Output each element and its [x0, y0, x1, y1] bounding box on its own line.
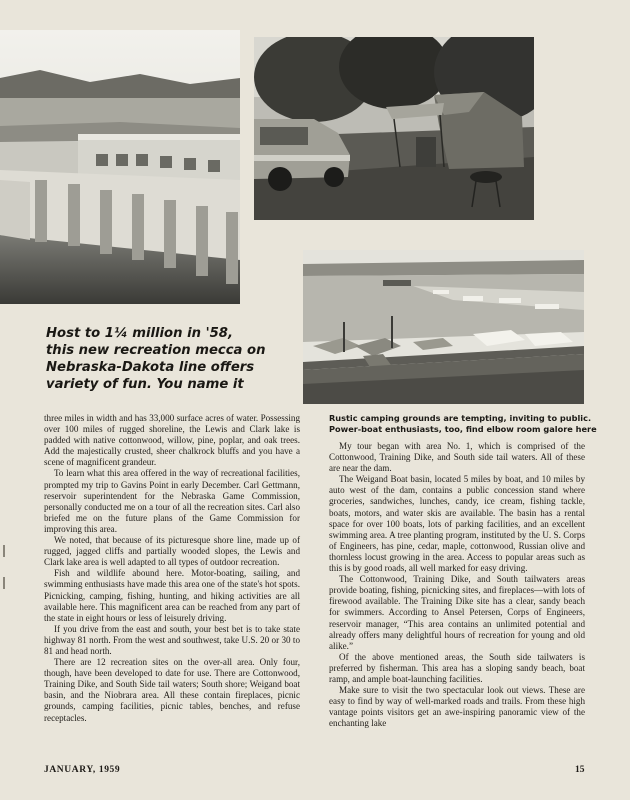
left-text-column — [44, 413, 300, 724]
paragraph: There are 12 recreation sites on the over-all area. Only four, though, have been developed to date for use. There are Cottonwood, Training Dike, and South Side tail waters; South shore; Weigand boat basin, and the Niobrara area. All these contain fireplaces, picnic grounds, camping facilities, picnic tables, benches, and refuse receptacles. — [44, 657, 300, 723]
paragraph: Fish and wildlife abound here. Motor-boating, sailing, and swimming enthusiasts have made this area one of the state's hot spots. Picnicking, camping, fishing, hunting, and hiking activities are all available here. This magnificent area can be reached from any part of the state in eight hours or less of leisurely driving. — [44, 568, 300, 623]
headline-line: variety of fun. You name it — [46, 377, 244, 392]
headline-line: Nebraska-Dakota line offers — [46, 360, 255, 375]
binding-mark — [3, 545, 5, 557]
page-number: 15 — [575, 765, 585, 775]
caption-line: Rustic camping grounds are tempting, inviting to public. — [329, 413, 592, 423]
boat-basin-photo — [303, 250, 584, 404]
dam-spillway-photo — [0, 30, 240, 304]
headline-line: this new recreation mecca on — [46, 343, 266, 358]
headline-line: Host to 1¼ million in '58, — [46, 326, 233, 341]
paragraph: three miles in width and has 33,000 surface acres of water. Possessing over 100 miles of rugged shoreline, the Lewis and Clark lake is padded with native cottonwood, willow, pine, poplar, and oak trees. Add the majestically crusted, sheer chalkrock bluffs and you have a scene of magnificent grandeur. — [44, 413, 300, 468]
right-text-column — [329, 441, 585, 729]
article-headline — [46, 325, 268, 393]
campsite-photo — [254, 37, 534, 220]
paragraph: The Cottonwood, Training Dike, and South tailwaters areas provide boating, fishing, picnicking sites, and fireplaces—with lots of firewood available. The Training Dike site has a clear, sandy beach for swimmers. According to Ansel Petersen, Corps of Engineers, reservoir manager, “This area contains an unlimited potential and already offers many delightful hours of recreation for young and old alike.” — [329, 574, 585, 651]
paragraph: We noted, that because of its picturesque shore line, made up of rugged, jagged cliffs and partially wooded slopes, the Lewis and Clark lake area is well adapted to all types of outdoor recreation. — [44, 535, 300, 568]
issue-date: JANUARY, 1959 — [44, 765, 121, 775]
paragraph: To learn what this area offered in the way of recreational facilities, prompted my trip to Gavins Point in early December. Carl Gettmann, reservoir superintendent for the Nebraska Game Commission, personally conducted me on a tour of all the recreation sites. Carl also briefed me on the future plans of the Game Commission for improving this area. — [44, 468, 300, 534]
photo-caption — [329, 413, 597, 435]
caption-line: Power-boat enthusiasts, too, find elbow room galore here — [329, 424, 597, 434]
paragraph: Of the above mentioned areas, the South side tailwaters is preferred by fisherman. This area has a sloping sandy beach, boat ramp, and ample boat-launching facilities. — [329, 651, 585, 684]
binding-mark — [3, 577, 5, 589]
paragraph: Make sure to visit the two spectacular look out views. These are easy to find by way of well-marked roads and trails. From these high vantage points visitors get an awe-inspiring panoramic view of the enchanting lake — [329, 685, 585, 729]
paragraph: My tour began with area No. 1, which is comprised of the Cottonwood, Training Dike, and South side tail waters. All of these are near the dam. — [329, 441, 585, 474]
paragraph: The Weigand Boat basin, located 5 miles by boat, and 10 miles by auto west of the dam, contains a public concession stand where groceries, sandwiches, lunches, candy, ice cream, fishing tackle, boats, motors, and water skis are available. The basin has a rental space for over 100 boats, lots of parking facilities, and an excellent swimming area. A tree planting program, instituted by the U. S. Corps of Engineers, has pine, cedar, maple, cottonwood, Russian olive and thornless locust growing in the area. Access to popular areas such as this is by good roads, all well marked for easy driving. — [329, 474, 585, 574]
paragraph: If you drive from the east and south, your best bet is to take state highway 81 north. From the west and southwest, take U.S. 20 or 30 to 81 and head north. — [44, 623, 300, 656]
